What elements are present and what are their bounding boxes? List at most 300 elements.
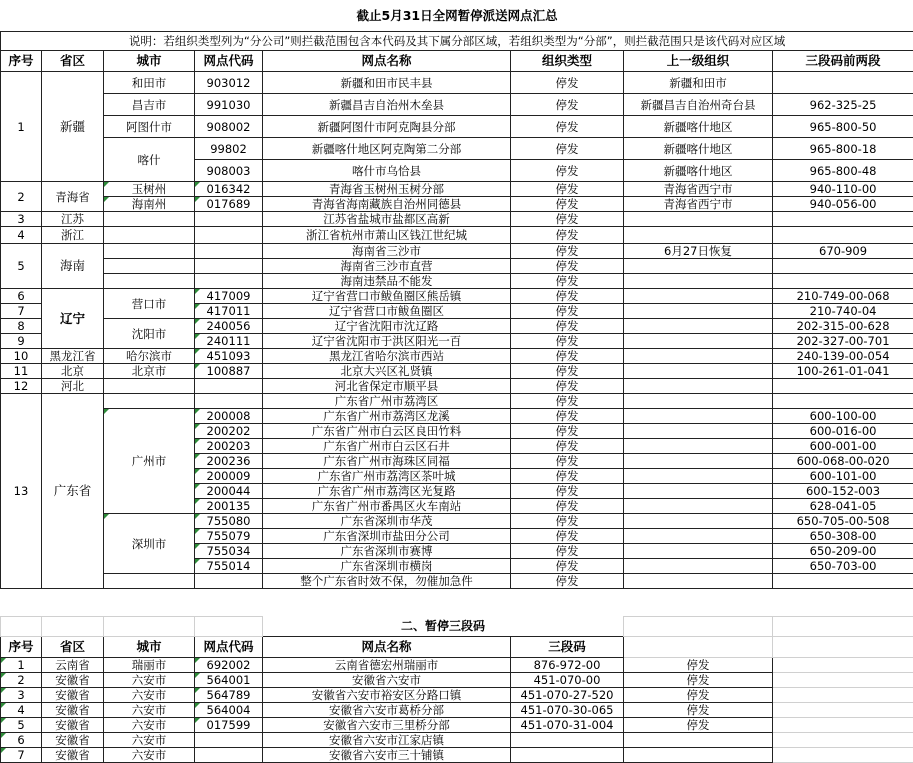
cell-parent (624, 289, 773, 304)
table-row (1, 747, 913, 762)
cell-code (195, 379, 263, 394)
cell-segment: 202-315-00-628 (773, 319, 913, 334)
cell-parent (624, 304, 773, 319)
table-row (1, 72, 913, 94)
blank-cell (42, 617, 104, 637)
cell-name: 广东省深圳市横岗 (263, 559, 511, 574)
cell-province: 安徽省 (42, 732, 104, 747)
cell-name: 安徽省六安市 (263, 672, 511, 687)
cell-name: 辽宁省沈阳市沈辽路 (263, 319, 511, 334)
cell-name: 新疆喀什地区阿克陶第二分部 (263, 138, 511, 160)
cell-parent (624, 499, 773, 514)
cell-city: 和田市 (104, 72, 195, 94)
cell-province: 安徽省 (42, 687, 104, 702)
cell-parent (624, 319, 773, 334)
cell-city: 沈阳市 (104, 319, 195, 349)
cell-province: 海南 (42, 244, 104, 289)
cell-segment (773, 574, 913, 589)
cell-segment: 965-800-18 (773, 138, 913, 160)
cell-type: 停发 (511, 529, 624, 544)
cell-name: 安徽省六安市三十铺镇 (263, 747, 511, 762)
cell-parent: 新疆和田市 (624, 72, 773, 94)
cell-code (195, 227, 263, 244)
cell-segment (773, 379, 913, 394)
cell-segment (511, 732, 624, 747)
cell-parent (624, 529, 773, 544)
cell-segment (773, 72, 913, 94)
cell-no: 11 (1, 364, 42, 379)
cell-city: 北京市 (104, 364, 195, 379)
cell-no: 2 (1, 182, 42, 212)
table-row (1, 138, 913, 160)
sheet-title: 截止5月31日全网暂停派送网点汇总 (1, 0, 913, 32)
header-city: 城市 (104, 636, 195, 657)
cell-no: 12 (1, 379, 42, 394)
table-row (1, 197, 913, 212)
cell-parent (624, 514, 773, 529)
cell-parent (624, 212, 773, 227)
cell-no: 5 (1, 717, 42, 732)
cell-parent (624, 379, 773, 394)
cell-no: 3 (1, 212, 42, 227)
cell-status: 停发 (624, 657, 773, 672)
cell-name: 广东省广州市荔湾区光复路 (263, 484, 511, 499)
cell-city: 阿图什市 (104, 116, 195, 138)
cell-name: 安徽省六安市江家店镇 (263, 732, 511, 747)
cell-parent (624, 409, 773, 424)
cell-parent (624, 227, 773, 244)
cell-parent (624, 454, 773, 469)
cell-type: 停发 (511, 259, 624, 274)
cell-name: 安徽省六安市三里桥分部 (263, 717, 511, 732)
cell-status: 停发 (624, 672, 773, 687)
cell-segment: 962-325-25 (773, 94, 913, 116)
cell-name: 新疆昌吉自治州木垒县 (263, 94, 511, 116)
cell-status: 停发 (624, 717, 773, 732)
cell-type: 停发 (511, 197, 624, 212)
cell-segment: 210-740-04 (773, 304, 913, 319)
cell-status: 停发 (624, 687, 773, 702)
blank-cell (773, 732, 913, 747)
cell-type: 停发 (511, 289, 624, 304)
table-row (1, 349, 913, 364)
cell-name: 辽宁省营口市鲅鱼圈区熊岳镇 (263, 289, 511, 304)
header-city: 城市 (104, 51, 195, 72)
cell-type: 停发 (511, 349, 624, 364)
cell-code: 991030 (195, 94, 263, 116)
cell-name: 广东省深圳市赛博 (263, 544, 511, 559)
cell-no: 4 (1, 227, 42, 244)
header-segment: 三段码前两段 (773, 51, 913, 72)
cell-parent: 新疆昌吉自治州奇台县 (624, 94, 773, 116)
table-row (1, 409, 913, 424)
cell-status (624, 732, 773, 747)
cell-segment (773, 259, 913, 274)
blank-cell (773, 617, 913, 637)
cell-name: 安徽省六安市裕安区分路口镇 (263, 687, 511, 702)
cell-name: 海南省三沙市 (263, 244, 511, 259)
cell-segment: 451-070-30-065 (511, 702, 624, 717)
cell-type: 停发 (511, 182, 624, 197)
blank-cell (773, 747, 913, 762)
cell-type: 停发 (511, 212, 624, 227)
cell-name: 海南违禁品不能发 (263, 274, 511, 289)
cell-type: 停发 (511, 160, 624, 182)
cell-no: 7 (1, 747, 42, 762)
cell-no: 7 (1, 304, 42, 319)
cell-code: 240111 (195, 334, 263, 349)
cell-type: 停发 (511, 544, 624, 559)
cell-name: 广东省广州市白云区石井 (263, 439, 511, 454)
cell-name: 广东省广州市荔湾区龙溪 (263, 409, 511, 424)
cell-name: 广东省广州市荔湾区茶叶城 (263, 469, 511, 484)
cell-province: 河北 (42, 379, 104, 394)
cell-type: 停发 (511, 514, 624, 529)
cell-segment: 628-041-05 (773, 499, 913, 514)
cell-province: 安徽省 (42, 747, 104, 762)
cell-type: 停发 (511, 116, 624, 138)
blank-cell (195, 617, 263, 637)
table-row (1, 514, 913, 529)
cell-parent: 青海省西宁市 (624, 197, 773, 212)
cell-code: 017689 (195, 197, 263, 212)
header-name: 网点名称 (263, 51, 511, 72)
cell-code: 903012 (195, 72, 263, 94)
table-row (1, 364, 913, 379)
table-row (1, 687, 913, 702)
header-parent-org: 上一级组织 (624, 51, 773, 72)
table-row (1, 94, 913, 116)
cell-segment: 451-070-00 (511, 672, 624, 687)
blank-cell (773, 657, 913, 672)
cell-parent (624, 439, 773, 454)
cell-city (104, 212, 195, 227)
cell-parent (624, 424, 773, 439)
cell-type: 停发 (511, 364, 624, 379)
cell-type: 停发 (511, 379, 624, 394)
cell-name: 安徽省六安市葛桥分部 (263, 702, 511, 717)
cell-province: 黑龙江省 (42, 349, 104, 364)
blank-cell (773, 702, 913, 717)
blank-cell (104, 617, 195, 637)
cell-segment: 670-909 (773, 244, 913, 259)
table-row (1, 274, 913, 289)
cell-code (195, 259, 263, 274)
table-row (1, 702, 913, 717)
cell-type: 停发 (511, 484, 624, 499)
suspended-segment-codes-table (0, 616, 913, 763)
cell-segment (773, 212, 913, 227)
cell-segment (511, 747, 624, 762)
cell-province: 江苏 (42, 212, 104, 227)
cell-segment: 600-152-003 (773, 484, 913, 499)
cell-city: 六安市 (104, 747, 195, 762)
cell-code: 200202 (195, 424, 263, 439)
header-name: 网点名称 (263, 636, 511, 657)
cell-code: 564789 (195, 687, 263, 702)
cell-code: 417011 (195, 304, 263, 319)
cell-code: 908003 (195, 160, 263, 182)
cell-type: 停发 (511, 454, 624, 469)
cell-parent: 青海省西宁市 (624, 182, 773, 197)
cell-province: 安徽省 (42, 717, 104, 732)
cell-segment: 210-749-00-068 (773, 289, 913, 304)
cell-status: 停发 (624, 702, 773, 717)
cell-segment: 100-261-01-041 (773, 364, 913, 379)
cell-segment: 600-068-00-020 (773, 454, 913, 469)
cell-segment: 451-070-27-520 (511, 687, 624, 702)
cell-city: 营口市 (104, 289, 195, 319)
cell-city (104, 244, 195, 259)
cell-name: 海南省三沙市直营 (263, 259, 511, 274)
cell-parent: 新疆喀什地区 (624, 138, 773, 160)
cell-city: 玉树州 (104, 182, 195, 197)
cell-parent: 6月27日恢复 (624, 244, 773, 259)
cell-city: 广州市 (104, 409, 195, 514)
cell-parent (624, 394, 773, 409)
cell-name: 黑龙江省哈尔滨市西站 (263, 349, 511, 364)
cell-code (195, 747, 263, 762)
table-row (1, 319, 913, 334)
cell-province: 安徽省 (42, 702, 104, 717)
cell-code (195, 732, 263, 747)
header-no: 序号 (1, 51, 42, 72)
cell-parent (624, 334, 773, 349)
cell-no: 1 (1, 657, 42, 672)
cell-segment (773, 274, 913, 289)
cell-parent (624, 559, 773, 574)
cell-no: 4 (1, 702, 42, 717)
cell-name: 河北省保定市顺平县 (263, 379, 511, 394)
table-row (1, 259, 913, 274)
cell-segment: 202-327-00-701 (773, 334, 913, 349)
cell-no: 2 (1, 672, 42, 687)
cell-type: 停发 (511, 439, 624, 454)
cell-segment: 650-209-00 (773, 544, 913, 559)
cell-segment: 600-001-00 (773, 439, 913, 454)
cell-code (195, 212, 263, 227)
header-segment: 三段码 (511, 636, 624, 657)
cell-type: 停发 (511, 274, 624, 289)
blank-cell (773, 636, 913, 657)
cell-type: 停发 (511, 394, 624, 409)
cell-name: 喀什市乌恰县 (263, 160, 511, 182)
blank-cell (773, 717, 913, 732)
cell-name: 辽宁省沈阳市于洪区阳光一百 (263, 334, 511, 349)
cell-code: 417009 (195, 289, 263, 304)
cell-segment: 940-056-00 (773, 197, 913, 212)
cell-city (104, 379, 195, 394)
cell-type: 停发 (511, 409, 624, 424)
cell-type: 停发 (511, 319, 624, 334)
cell-city: 哈尔滨市 (104, 349, 195, 364)
header-province: 省区 (42, 636, 104, 657)
cell-no: 9 (1, 334, 42, 349)
cell-name: 云南省德宏州瑞丽市 (263, 657, 511, 672)
table-row (1, 672, 913, 687)
header-code: 网点代码 (195, 636, 263, 657)
cell-code (195, 244, 263, 259)
cell-province: 辽宁 (42, 289, 104, 349)
cell-segment: 965-800-50 (773, 116, 913, 138)
cell-type: 停发 (511, 72, 624, 94)
cell-name: 辽宁省营口市鲅鱼圈区 (263, 304, 511, 319)
cell-city: 昌吉市 (104, 94, 195, 116)
cell-no: 6 (1, 732, 42, 747)
cell-city (104, 259, 195, 274)
cell-segment (773, 394, 913, 409)
cell-city: 海南州 (104, 197, 195, 212)
cell-type: 停发 (511, 469, 624, 484)
cell-segment: 240-139-00-054 (773, 349, 913, 364)
table-row (1, 289, 913, 304)
table-row (1, 732, 913, 747)
cell-code: 240056 (195, 319, 263, 334)
cell-city: 六安市 (104, 732, 195, 747)
header-org-type: 组织类型 (511, 51, 624, 72)
cell-name: 新疆和田市民丰县 (263, 72, 511, 94)
cell-name: 浙江省杭州市萧山区钱江世纪城 (263, 227, 511, 244)
cell-city (104, 574, 195, 589)
cell-name: 北京大兴区礼贤镇 (263, 364, 511, 379)
cell-city: 六安市 (104, 717, 195, 732)
cell-city (104, 394, 195, 409)
cell-no: 10 (1, 349, 42, 364)
cell-name: 广东省广州市白云区良田竹料 (263, 424, 511, 439)
cell-type: 停发 (511, 559, 624, 574)
blank-cell (773, 672, 913, 687)
cell-city: 六安市 (104, 702, 195, 717)
table-row (1, 244, 913, 259)
cell-name: 青海省海南藏族自治州同德县 (263, 197, 511, 212)
table-row (1, 574, 913, 589)
cell-city: 深圳市 (104, 514, 195, 574)
cell-code: 755079 (195, 529, 263, 544)
cell-segment: 650-703-00 (773, 559, 913, 574)
cell-code (195, 394, 263, 409)
cell-code: 200044 (195, 484, 263, 499)
cell-type: 停发 (511, 94, 624, 116)
cell-code: 100887 (195, 364, 263, 379)
cell-type: 停发 (511, 138, 624, 160)
cell-no: 13 (1, 394, 42, 589)
header-no: 序号 (1, 636, 42, 657)
blank-cell (1, 617, 42, 637)
cell-name: 整个广东省时效不保，勿催加急件 (263, 574, 511, 589)
cell-city (104, 274, 195, 289)
cell-province: 云南省 (42, 657, 104, 672)
cell-city: 瑞丽市 (104, 657, 195, 672)
header-province: 省区 (42, 51, 104, 72)
cell-segment: 600-016-00 (773, 424, 913, 439)
cell-status (624, 747, 773, 762)
blank-cell (624, 617, 773, 637)
cell-parent (624, 274, 773, 289)
cell-code: 016342 (195, 182, 263, 197)
cell-code: 564001 (195, 672, 263, 687)
cell-no: 8 (1, 319, 42, 334)
cell-segment: 940-110-00 (773, 182, 913, 197)
cell-province: 青海省 (42, 182, 104, 212)
cell-code: 692002 (195, 657, 263, 672)
cell-code (195, 274, 263, 289)
cell-name: 广东省广州市番禺区火车南站 (263, 499, 511, 514)
cell-code: 755034 (195, 544, 263, 559)
cell-code: 200008 (195, 409, 263, 424)
cell-parent (624, 469, 773, 484)
cell-province: 新疆 (42, 72, 104, 182)
cell-name: 广东省深圳市盐田分公司 (263, 529, 511, 544)
cell-code: 755080 (195, 514, 263, 529)
table-row (1, 717, 913, 732)
cell-parent (624, 544, 773, 559)
cell-name: 江苏省盐城市盐都区高新 (263, 212, 511, 227)
cell-no: 5 (1, 244, 42, 289)
cell-name: 青海省玉树州玉树分部 (263, 182, 511, 197)
cell-segment: 965-800-48 (773, 160, 913, 182)
cell-province: 浙江 (42, 227, 104, 244)
table-row (1, 227, 913, 244)
cell-code: 200203 (195, 439, 263, 454)
cell-segment: 600-101-00 (773, 469, 913, 484)
cell-type: 停发 (511, 574, 624, 589)
cell-type: 停发 (511, 304, 624, 319)
cell-code: 99802 (195, 138, 263, 160)
table-row (1, 182, 913, 197)
blank-cell (773, 687, 913, 702)
cell-code: 200009 (195, 469, 263, 484)
cell-code: 200135 (195, 499, 263, 514)
cell-city: 六安市 (104, 672, 195, 687)
table-row (1, 116, 913, 138)
cell-province: 安徽省 (42, 672, 104, 687)
cell-code: 017599 (195, 717, 263, 732)
cell-segment: 876-972-00 (511, 657, 624, 672)
cell-no: 1 (1, 72, 42, 182)
cell-parent (624, 484, 773, 499)
cell-code (195, 574, 263, 589)
explanation-note: 说明：若组织类型列为“分公司”则拦截范围包含本代码及其下属分部区域，若组织类型为“分部”，则拦截范围只是该代码对应区域 (1, 32, 913, 51)
cell-type: 停发 (511, 244, 624, 259)
cell-name: 广东省广州市荔湾区 (263, 394, 511, 409)
section-title: 二、暂停三段码 (401, 619, 486, 633)
cell-type: 停发 (511, 227, 624, 244)
cell-segment: 600-100-00 (773, 409, 913, 424)
cell-name: 新疆阿图什市阿克陶县分部 (263, 116, 511, 138)
cell-parent: 新疆喀什地区 (624, 116, 773, 138)
cell-parent (624, 574, 773, 589)
table-row (1, 394, 913, 409)
cell-name: 广东省广州市海珠区同福 (263, 454, 511, 469)
cell-type: 停发 (511, 334, 624, 349)
cell-segment: 650-705-00-508 (773, 514, 913, 529)
cell-code: 451093 (195, 349, 263, 364)
table-row (1, 379, 913, 394)
table-row (1, 212, 913, 227)
cell-parent: 新疆喀什地区 (624, 160, 773, 182)
cell-type: 停发 (511, 499, 624, 514)
cell-code: 908002 (195, 116, 263, 138)
blank-cell (624, 636, 773, 657)
cell-parent (624, 364, 773, 379)
cell-city: 六安市 (104, 687, 195, 702)
cell-segment: 650-308-00 (773, 529, 913, 544)
cell-province: 广东省 (42, 394, 104, 589)
cell-city: 喀什 (104, 138, 195, 182)
table-row (1, 657, 913, 672)
cell-type: 停发 (511, 424, 624, 439)
cell-parent (624, 349, 773, 364)
